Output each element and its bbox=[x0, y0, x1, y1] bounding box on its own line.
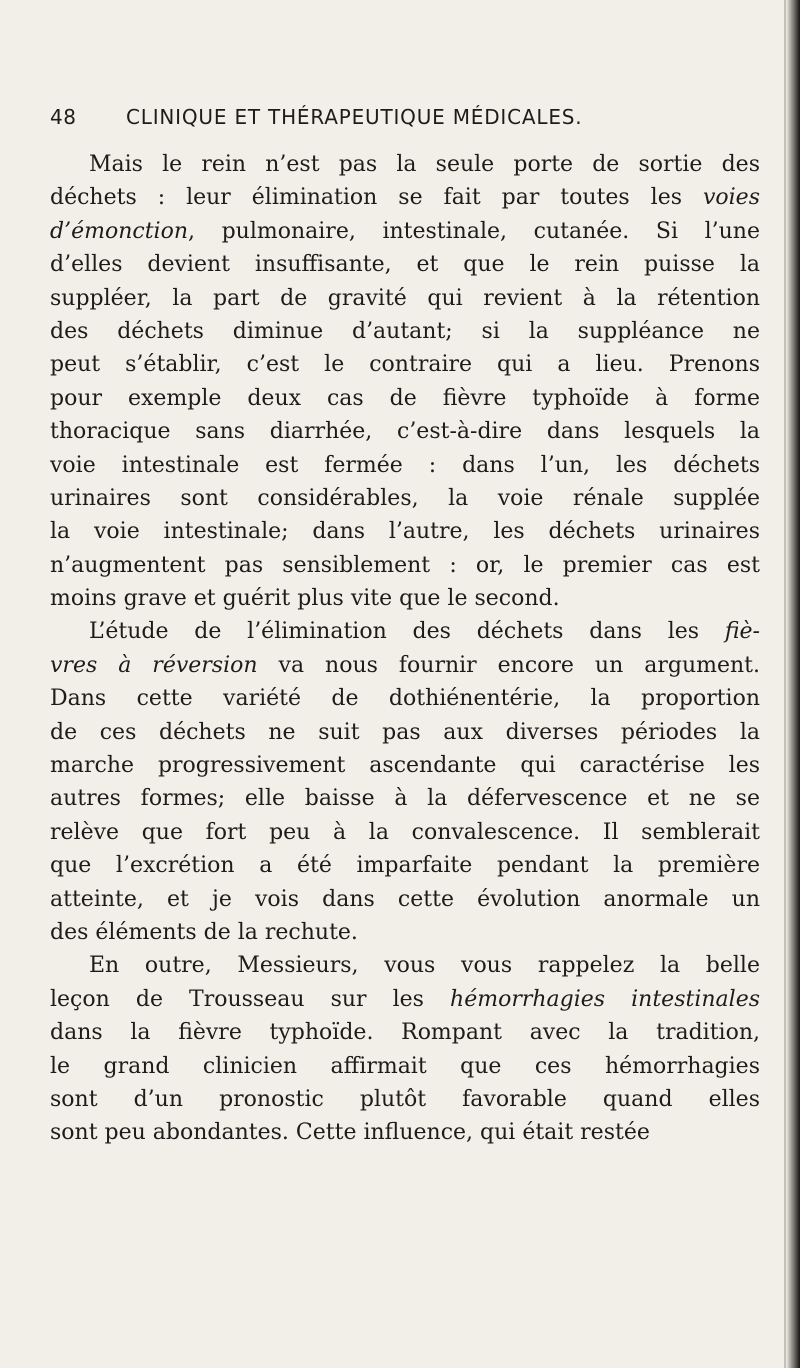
italic-phrase: voies bbox=[702, 185, 760, 211]
text-segment: sont peu abondantes. Cette influence, qui était restée bbox=[50, 1120, 650, 1146]
text-line bbox=[50, 1083, 760, 1116]
text-line bbox=[50, 682, 760, 715]
text-line bbox=[50, 181, 760, 214]
text-segment: marche progressivement ascendante qui caractérise les bbox=[50, 753, 760, 779]
text-segment: voie intestinale est fermée : dans l’un, les déchets bbox=[50, 452, 760, 478]
text-segment: atteinte, et je vois dans cette évolution anormale un bbox=[50, 886, 760, 912]
text-line bbox=[50, 816, 760, 849]
text-line bbox=[50, 1116, 760, 1149]
text-segment: de ces déchets ne suit pas aux diverses périodes la bbox=[50, 719, 760, 745]
text-segment: L’étude de l’élimination des déchets dans les bbox=[89, 619, 725, 645]
text-line bbox=[50, 248, 760, 281]
text-line bbox=[50, 582, 760, 615]
page-number: 48 bbox=[50, 105, 77, 129]
text-segment: la voie intestinale; dans l’autre, les déchets urinaires bbox=[50, 519, 760, 545]
text-segment: En outre, Messieurs, vous vous rappelez la belle bbox=[89, 953, 760, 979]
body-text bbox=[50, 148, 760, 1150]
italic-phrase: vres à réversion bbox=[50, 652, 258, 678]
text-segment: va nous fournir encore un argument. bbox=[257, 652, 760, 678]
text-line bbox=[50, 782, 760, 815]
paragraph bbox=[50, 148, 760, 615]
text-segment: Dans cette variété de dothiénentérie, la proportion bbox=[50, 686, 760, 712]
text-segment: pour exemple deux cas de fièvre typhoïde à forme bbox=[50, 385, 760, 411]
text-segment: suppléer, la part de gravité qui revient à la rétention bbox=[50, 285, 760, 311]
text-line bbox=[50, 849, 760, 882]
text-segment: le grand clinicien affirmait que ces hémorrhagies bbox=[50, 1053, 760, 1079]
text-segment: leçon de Trousseau sur les bbox=[50, 986, 451, 1012]
text-line bbox=[50, 282, 760, 315]
text-line bbox=[50, 615, 760, 648]
text-line bbox=[50, 549, 760, 582]
text-line bbox=[50, 883, 760, 916]
text-line bbox=[50, 148, 760, 181]
text-line bbox=[50, 515, 760, 548]
italic-phrase: hémorrhagies intestinales bbox=[450, 986, 760, 1012]
text-segment: que l’excrétion a été imparfaite pendant la première bbox=[50, 853, 760, 879]
text-segment: relève que fort peu à la convalescence. Il semblerait bbox=[50, 819, 760, 845]
text-line bbox=[50, 916, 760, 949]
paragraph bbox=[50, 949, 760, 1149]
text-segment: des déchets diminue d’autant; si la suppléance ne bbox=[50, 318, 760, 344]
text-segment: dans la fièvre typhoïde. Rompant avec la tradition, bbox=[50, 1020, 760, 1046]
text-segment: Mais le rein n’est pas la seule porte de sortie des bbox=[89, 152, 760, 177]
text-line bbox=[50, 949, 760, 982]
text-segment: , pulmonaire, intestinale, cutanée. Si l’une bbox=[187, 218, 760, 244]
text-segment: urinaires sont considérables, la voie rénale supplée bbox=[50, 485, 760, 511]
text-line bbox=[50, 749, 760, 782]
paragraph bbox=[50, 615, 760, 949]
text-segment: autres formes; elle baisse à la défervescence et ne se bbox=[50, 786, 760, 812]
running-header bbox=[50, 105, 740, 139]
text-segment: thoracique sans diarrhée, c’est-à-dire dans lesquels la bbox=[50, 419, 760, 445]
text-line bbox=[50, 716, 760, 749]
text-segment: sont d’un pronostic plutôt favorable quand elles bbox=[50, 1086, 760, 1112]
text-line bbox=[50, 415, 760, 448]
text-line bbox=[50, 482, 760, 515]
text-segment: d’elles devient insuffisante, et que le rein puisse la bbox=[50, 252, 760, 278]
text-segment: déchets : leur élimination se fait par toutes les bbox=[50, 185, 703, 211]
text-line bbox=[50, 1016, 760, 1049]
text-line bbox=[50, 215, 760, 248]
text-line bbox=[50, 649, 760, 682]
text-segment: n’augmentent pas sensiblement : or, le premier cas est bbox=[50, 552, 760, 578]
text-line bbox=[50, 315, 760, 348]
text-line bbox=[50, 1050, 760, 1083]
book-spine-shadow bbox=[786, 0, 800, 1368]
text-line bbox=[50, 382, 760, 415]
italic-phrase: fiè- bbox=[724, 619, 760, 645]
text-line bbox=[50, 348, 760, 381]
text-segment: des éléments de la rechute. bbox=[50, 919, 358, 945]
text-line bbox=[50, 449, 760, 482]
italic-phrase: d’émonction bbox=[50, 218, 188, 244]
text-line bbox=[50, 983, 760, 1016]
text-segment: moins grave et guérit plus vite que le second. bbox=[50, 586, 560, 612]
running-title: CLINIQUE ET THÉRAPEUTIQUE MÉDICALES. bbox=[126, 105, 583, 129]
text-segment: peut s’établir, c’est le contraire qui a lieu. Prenons bbox=[50, 352, 760, 378]
